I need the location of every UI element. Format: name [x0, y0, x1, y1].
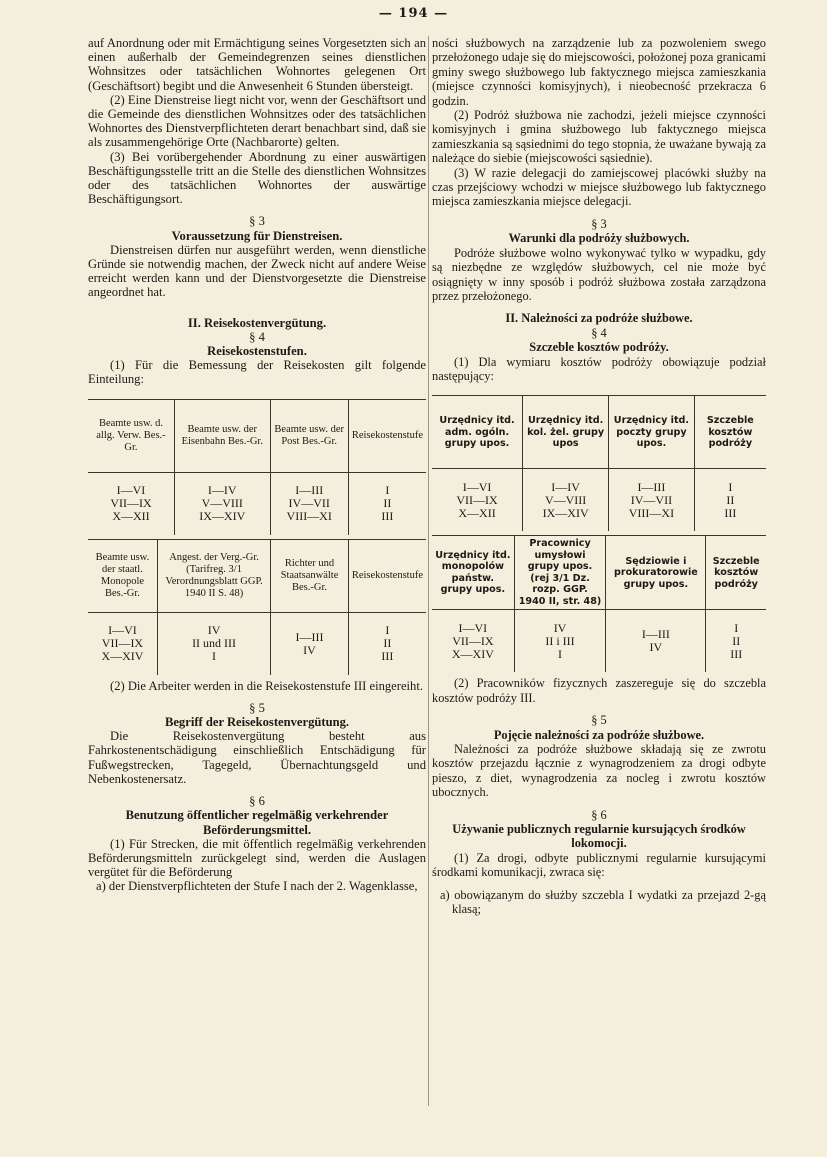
paragraph: (1) Für die Bemessung der Reisekosten gilt folgende Einteilung: — [88, 358, 426, 387]
table-cell: I—VI VII—IX X—XII — [88, 472, 174, 535]
table-cell: I II III — [694, 469, 766, 532]
section-title: Begriff der Reisekostenvergütung. — [164, 715, 350, 730]
paragraph: Należności za podróże służbowe składają się ze zwrotu kosztów przejazdu łącznie z wynagrodzeniem za drogi odbyte pieszo, z diet, wynagrodzenia za nocleg i zwrotu kosztów ubocznych. — [432, 741, 766, 800]
paragraph: (1) Dla wymiaru kosztów podróży obowiązuje podział następujący: — [432, 354, 766, 383]
table-cell: I—III IV — [271, 612, 349, 675]
table-header: Richter und Staatsanwälte Bes.-Gr. — [271, 539, 349, 612]
section-title: Benutzung öffentlicher regelmäßig verkehrender Beförderungsmittel. — [125, 808, 389, 837]
table-cell: I—III IV — [606, 610, 706, 673]
table-cell: I—III IV—VII VIII—XI — [609, 469, 695, 532]
section-number: § 5 — [591, 713, 607, 728]
section-number: § 4 — [591, 325, 607, 340]
part-title: II. Reisekostenvergütung. — [187, 315, 327, 330]
section-number: § 6 — [591, 807, 607, 822]
list-item: a) der Dienstverpflichteten der Stufe I nach der 2. Wagenklasse, — [96, 879, 418, 894]
table-header: Szczeble kosztów podróży — [694, 396, 766, 469]
section-number: § 3 — [591, 216, 607, 231]
table-cell: IV II i III I — [514, 610, 606, 673]
table-cell: I—VI VII—IX X—XII — [432, 469, 523, 532]
table-header: Szczeble kosztów podróży — [706, 536, 766, 610]
travel-cost-table-1 — [432, 395, 766, 531]
table-header: Pracownicy umysłowi grupy upos. (rej 3/1 Dz. rozp. GGP. 1940 II, str. 48) — [514, 536, 606, 610]
table-row — [432, 610, 766, 673]
paragraph: (3) W razie delegacji do zamiejscowej placówki służby na czas przejściowy wchodzi w miejsce służbowego lub faktycznego miejsca zamieszkania miejsce delegacji. — [432, 165, 766, 209]
table-header: Beamte usw. der Eisenbahn Bes.-Gr. — [174, 399, 270, 472]
section-title: Używanie publicznych regularnie kursujących środków lokomocji. — [452, 822, 746, 851]
table-cell: I—VI VII—IX X—XIV — [432, 610, 514, 673]
paragraph: (2) Eine Dienstreise liegt nicht vor, wenn der Geschäftsort und die Gemeinde des dienstlichen Wohnsitzes oder des tatsächlichen Wohnortes des Dienstverpflichteten derart benachbart sind, daß sie als zusammengehörige Orte (Nachbarorte) gelten. — [88, 92, 426, 150]
paragraph: (1) Za drogi, odbyte publicznymi regularnie kursującymi środkami komunikacji, zwraca się: — [432, 850, 766, 880]
paragraph: (2) Podróż służbowa nie zachodzi, jeżeli miejsce czynności komisyjnych i gmina służbowego lub faktycznego miejsca zamieszkania są sąsiednimi do tego stopnia, że uważane bywają za należące do siebie (miejscowości sąsiednie). — [432, 108, 766, 166]
paragraph: Podróże służbowe wolno wykonywać tylko w wypadku, gdy są niezbędne ze względów służbowych, cel nie może być osiągnięty w inny sposób i podróż służbowa została zarządzona przez przełożonego. — [432, 245, 766, 303]
travel-cost-table-1 — [88, 399, 426, 535]
table-header: Beamte usw. d. allg. Verw. Bes.-Gr. — [88, 399, 174, 472]
section-title: Voraussetzung für Dienstreisen. — [171, 228, 343, 243]
section-title: Reisekostenstufen. — [207, 344, 307, 359]
section-title: Pojęcie należności za podróże służbowe. — [493, 727, 705, 742]
section-number: § 6 — [249, 794, 265, 809]
paragraph: (1) Für Strecken, die mit öffentlich regelmäßig verkehrenden Beförderungsmitteln zurückgelegt sind, werden die Auslagen vergütet für die Beförderung — [88, 836, 426, 880]
table-header: Angest. der Verg.-Gr. (Tarifreg. 3/1 Verordnungsblatt GGP. 1940 II S. 48) — [157, 539, 270, 612]
polish-column — [432, 36, 766, 916]
table-header: Urzędnicy itd. adm. ogóln. grupy upos. — [432, 396, 523, 469]
table-cell: I—IV V—VIII IX—XIV — [523, 469, 609, 532]
list-item: a) obowiązanym do służby szczebla I wydatki za przejazd 2-gą klasą; — [440, 887, 766, 917]
table-cell: I—VI VII—IX X—XIV — [88, 612, 157, 675]
section-number: § 4 — [249, 329, 265, 344]
travel-cost-table-2 — [432, 535, 766, 672]
table-cell: I—IV V—VIII IX—XIV — [174, 472, 270, 535]
paragraph: (3) Bei vorübergehender Abordnung zu einer auswärtigen Beschäftigungsstelle tritt an die Stelle des dienstlichen Wohnsitzes oder des tatsächlichen Wohnortes der auswärtige Beschäftigungsort. — [88, 149, 426, 207]
paragraph: (2) Die Arbeiter werden in die Reisekostenstufe III eingereiht. — [110, 678, 423, 693]
table-header: Urzędnicy itd. monopolów państw. grupy upos. — [432, 536, 514, 610]
table-header: Reisekostenstufe — [348, 539, 426, 612]
table-header: Reisekostenstufe — [348, 399, 426, 472]
section-title: Szczeble kosztów podróży. — [529, 340, 669, 355]
paragraph: Dienstreisen dürfen nur ausgeführt werden, wenn dienstliche Gründe sie notwendig machen, der Zweck nicht auf andere Weise erreicht werden kann und der Dienstvorgesetzte die Dienstreise angeordnet hat. — [88, 242, 426, 300]
paragraph: (2) Pracowników fizycznych zaszereguje się do szczebla kosztów podróży III. — [432, 676, 766, 705]
paragraph: ności służbowych na zarządzenie lub za pozwoleniem swego przełożonego udaje się do miejscowości, położonej poza granicami gminy swego służbowego lub faktycznego miejsca zamieszkania (miejsce czynności komisyjnych), i nieobecność przekracza 6 godzin. — [432, 36, 766, 108]
travel-cost-table-2 — [88, 539, 426, 675]
paragraph: Die Reisekostenvergütung besteht aus Fahrkostenentschädigung einschließlich Entschädigung für Fußwegstrecken, Tagegeld, Übernachtungsgeld und Nebenkostenersatz. — [88, 729, 426, 786]
section-number: § 5 — [249, 700, 265, 715]
table-cell: I II III — [348, 612, 426, 675]
table-header: Beamte usw. der Post Bes.-Gr. — [270, 399, 348, 472]
part-title: II. Należności za podróże służbowe. — [505, 311, 693, 326]
table-header: Urzędnicy itd. poczty grupy upos. — [609, 396, 695, 469]
table-cell: I II III — [706, 610, 766, 673]
german-column — [88, 36, 426, 894]
section-title: Warunki dla podróży służbowych. — [508, 231, 690, 246]
table-row — [88, 612, 426, 675]
table-cell: IV II und III I — [157, 612, 270, 675]
paragraph: auf Anordnung oder mit Ermächtigung seines Vorgesetzten sich an einen außerhalb der Gemeindegrenzen seines dienstlichen Wohnsitzes oder tatsächlichen Wohnortes gelegenen Ort (Geschäftsort) begibt und die Anwesenheit 6 Stunden übersteigt. — [88, 36, 426, 93]
table-cell: I—III IV—VII VIII—XI — [270, 472, 348, 535]
section-number: § 3 — [249, 214, 265, 229]
table-header: Sędziowie i prokuratorowie grupy upos. — [606, 536, 706, 610]
column-divider — [428, 36, 429, 1106]
page-number: — 194 — — [378, 6, 449, 21]
table-cell: I II III — [348, 472, 426, 535]
table-header: Beamte usw. der staatl. Monopole Bes.-Gr. — [88, 539, 157, 612]
table-row — [432, 469, 766, 532]
table-header: Urzędnicy itd. kol. żel. grupy upos — [523, 396, 609, 469]
table-row — [88, 472, 426, 535]
